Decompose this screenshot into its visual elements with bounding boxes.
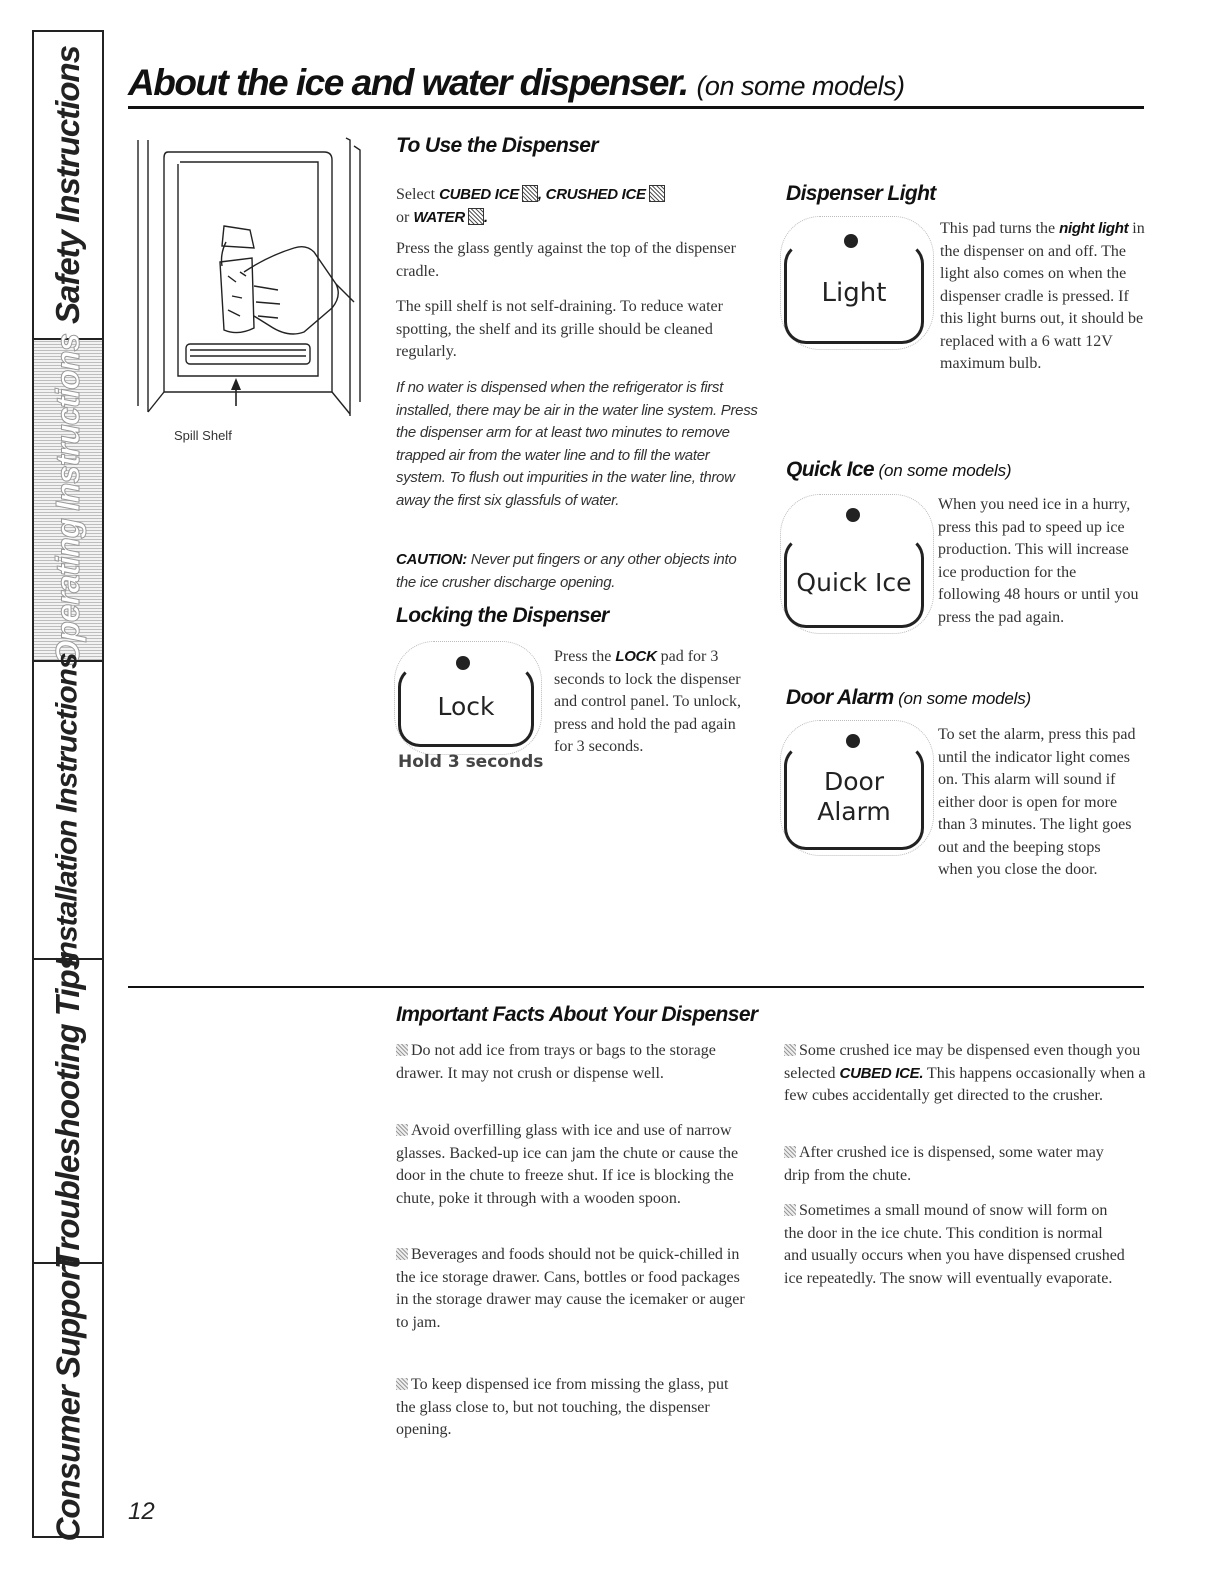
lock-description: Press the LOCK pad for 3 seconds to lock the dispenser and control panel. To unlock, press and hold the pad again for 3 seconds. — [554, 648, 741, 755]
fact-item: Some crushed ice may be dispensed even though you selected CUBED ICE. This happens occasionally when a few cubes accidentally get directed to the crusher. — [784, 1042, 1146, 1104]
illustration-caption: Spill Shelf — [174, 428, 232, 443]
bullet-icon — [396, 1044, 408, 1056]
indicator-dot-icon — [844, 234, 858, 248]
water-icon — [468, 208, 484, 225]
crushed-ice-icon — [649, 185, 665, 202]
hold-3-seconds-label: Hold 3 seconds — [398, 752, 544, 772]
indicator-dot-icon — [456, 656, 470, 670]
cubed-ice-icon — [522, 185, 538, 202]
bullet-icon — [396, 1378, 408, 1390]
lock-pad[interactable] — [398, 647, 534, 747]
select-instruction: Select CUBED ICE , CRUSHED ICE or WATER . — [396, 184, 766, 229]
tab-operating-instructions[interactable]: Operating Instructions — [34, 340, 102, 660]
note-no-water: If no water is dispensed when the refrigerator is first installed, there may be air in the water line system. Press the dispenser arm for at least two minutes to remove trapped air from the water line and to fill the water system. To flush out impurities in the water line, throw away the first six glassfuls of water. — [396, 379, 758, 509]
door-alarm-pad-label-line1: Door — [823, 767, 885, 796]
dispenser-illustration — [128, 126, 368, 426]
fact-item: Beverages and foods should not be quick-chilled in the ice storage drawer. Cans, bottles or food packages in the storage drawer may cause the icemaker or auger to jam. — [396, 1246, 745, 1331]
indicator-dot-icon — [846, 508, 860, 522]
bullet-icon — [784, 1146, 796, 1158]
heading-locking: Locking the Dispenser — [396, 604, 609, 627]
page-number: 12 — [128, 1498, 155, 1525]
tab-consumer-support[interactable]: Consumer Support — [49, 1258, 86, 1542]
light-pad[interactable] — [784, 224, 924, 344]
heading-quick-ice: Quick Ice (on some models) — [786, 458, 1012, 481]
page-title: About the ice and water dispenser. (on some models) — [128, 62, 905, 103]
page-subtitle: (on some models) — [696, 71, 905, 101]
section-rule — [128, 986, 1144, 988]
quick-ice-pad-label: Quick Ice — [796, 567, 912, 597]
section-sidebar — [32, 30, 104, 1542]
door-alarm-description: To set the alarm, press this pad until the indicator light comes on. This alarm will sound if either door is open for more than 3 minutes. The light goes out and the beeping stops when you close the door. — [938, 726, 1136, 878]
fact-item: Sometimes a small mound of snow will form on the door in the ice chute. This condition is normal and usually occurs when you have dispensed crushed ice repeatedly. The snow will eventually evaporate. — [784, 1202, 1125, 1287]
lock-pad-label: Lock — [437, 691, 495, 721]
bullet-icon — [396, 1124, 408, 1136]
bullet-icon — [784, 1204, 796, 1216]
caution-note: CAUTION: Never put fingers or any other objects into the ice crusher discharge opening. — [396, 551, 737, 591]
fact-item: To keep dispensed ice from missing the glass, put the glass close to, but not touching, the dispenser opening. — [396, 1376, 729, 1438]
paragraph-press-glass: Press the glass gently against the top of the dispenser cradle. — [396, 240, 736, 280]
heading-dispenser-light: Dispenser Light — [786, 182, 936, 205]
tab-troubleshooting-tips[interactable]: Troubleshooting Tips — [49, 952, 87, 1270]
light-pad-frame — [784, 242, 924, 344]
bullet-icon — [784, 1044, 796, 1056]
heading-important-facts: Important Facts About Your Dispenser — [396, 1003, 758, 1026]
door-alarm-pad-frame — [784, 744, 924, 850]
quick-ice-description: When you need ice in a hurry, press this pad to speed up ice production. This will increase ice production for the following 48 hours or until you press the pad again. — [938, 496, 1139, 626]
heading-door-alarm: Door Alarm (on some models) — [786, 686, 1031, 709]
fact-item: Avoid overfilling glass with ice and use of narrow glasses. Backed-up ice can jam the chute or cause the door in the chute to freeze shut. If ice is blocking the chute, poke it through with a wooden spoon. — [396, 1122, 739, 1207]
bullet-icon — [396, 1248, 408, 1260]
title-rule — [128, 106, 1144, 109]
tab-safety-instructions[interactable]: Safety Instructions — [49, 45, 87, 325]
light-description: This pad turns the night light in the dispenser on and off. The light also comes on when the dispenser cradle is pressed. If this light burns out, it should be replaced with a 6 watt 12V maximum bulb. — [940, 220, 1145, 372]
lock-pad-frame — [398, 665, 534, 747]
paragraph-spill-shelf: The spill shelf is not self-draining. To reduce water spotting, the shelf and its grille should be cleaned regularly. — [396, 298, 723, 360]
fact-item: After crushed ice is dispensed, some water may drip from the chute. — [784, 1144, 1104, 1184]
tab-installation-instructions[interactable]: Installation Instructions — [51, 653, 84, 967]
light-pad-label: Light — [821, 278, 887, 308]
fact-item: Do not add ice from trays or bags to the storage drawer. It may not crush or dispense well. — [396, 1042, 716, 1082]
quick-ice-pad[interactable] — [784, 500, 924, 628]
door-alarm-pad[interactable] — [784, 726, 924, 850]
quick-ice-pad-frame — [784, 536, 924, 628]
door-alarm-pad-label-line2: Alarm — [817, 797, 891, 826]
heading-use-dispenser: To Use the Dispenser — [396, 134, 598, 157]
indicator-dot-icon — [846, 734, 860, 748]
